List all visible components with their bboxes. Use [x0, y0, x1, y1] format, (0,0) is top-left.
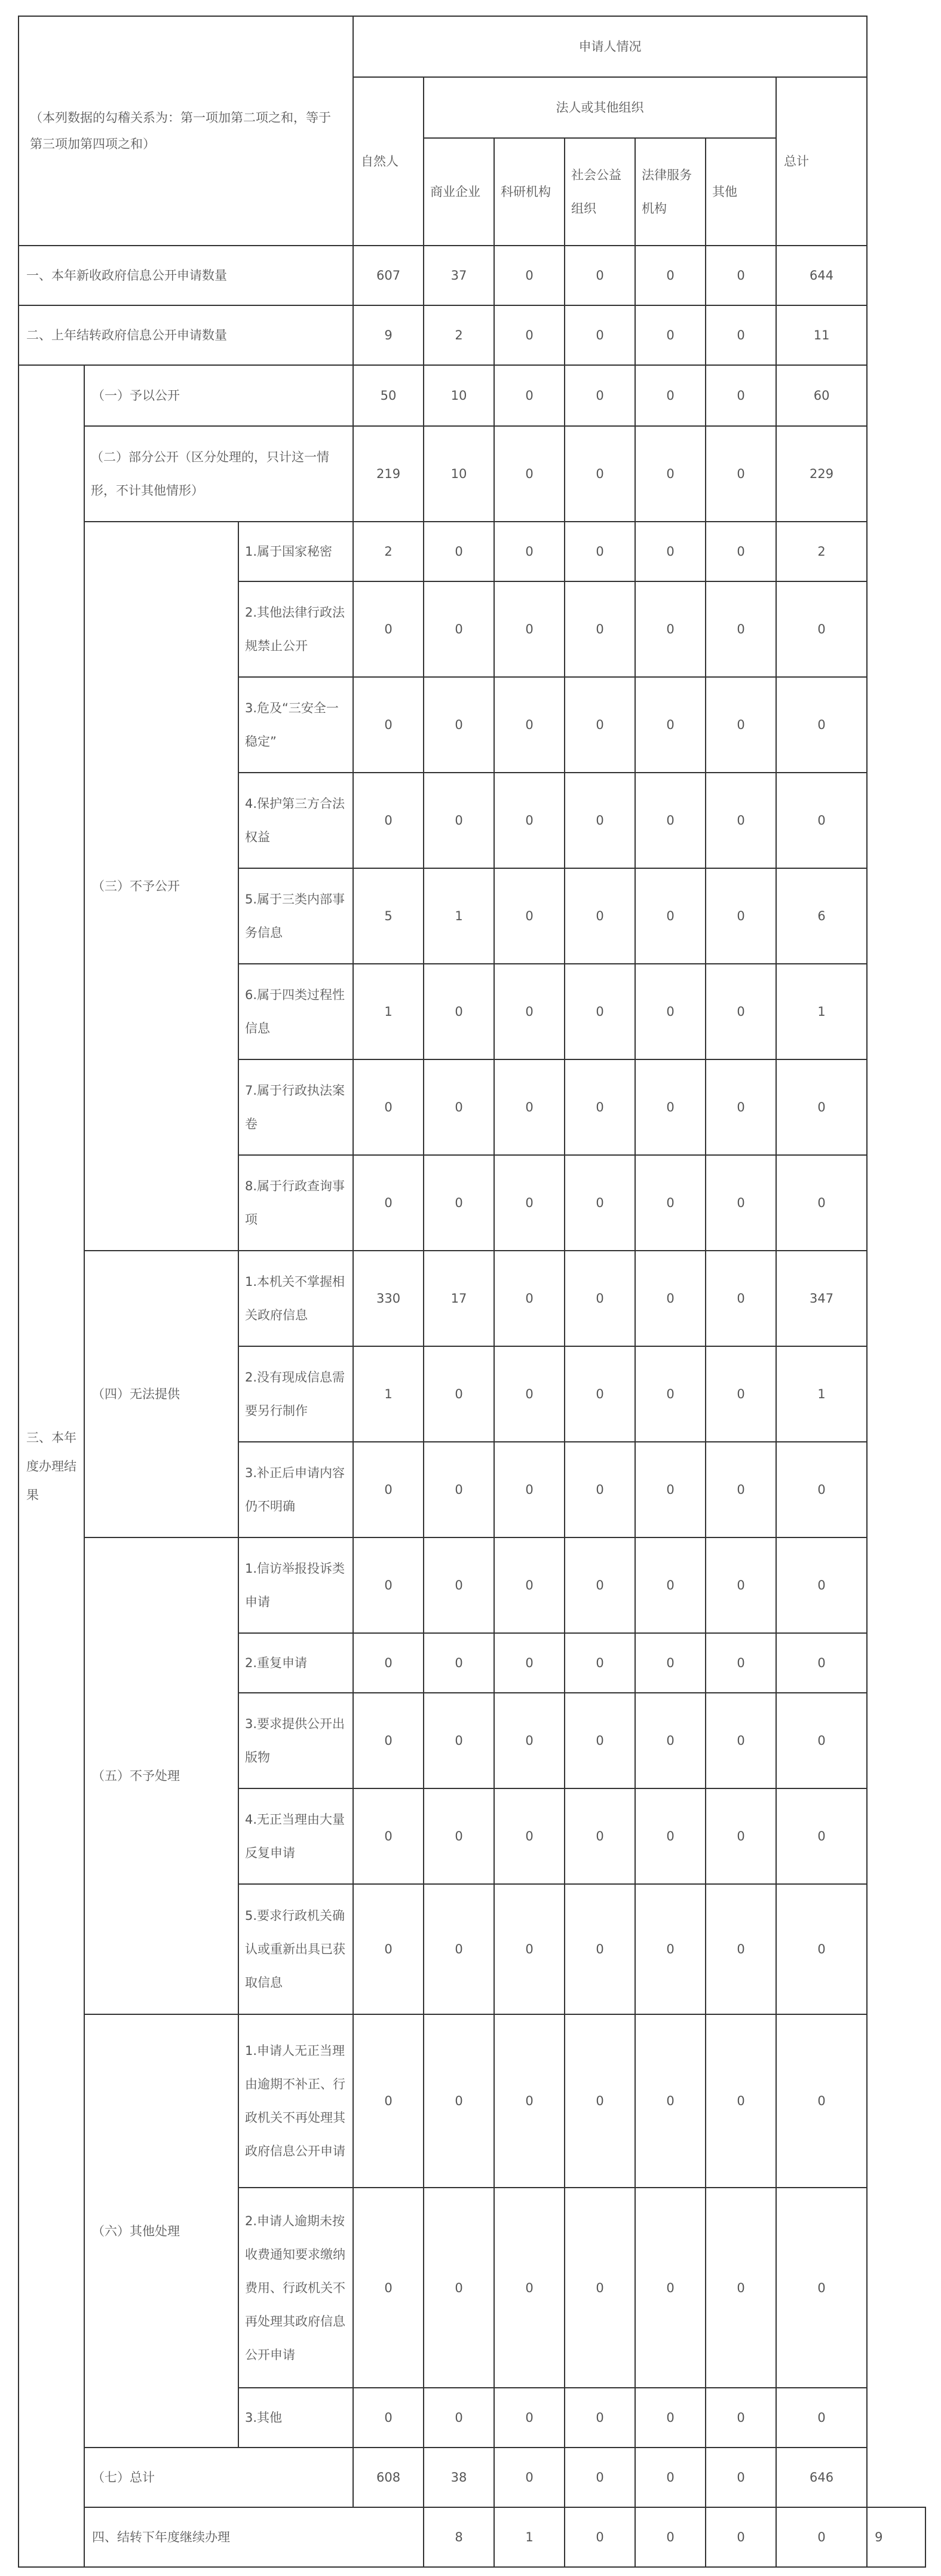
- value-cell: 0: [353, 1155, 424, 1251]
- value-cell: 0: [494, 2448, 565, 2507]
- row-label: （七）总计: [84, 2448, 353, 2507]
- value-cell: 0: [706, 1884, 776, 2014]
- item-label: 2.申请人逾期未按收费通知要求缴纳费用、行政机关不再处理其政府信息公开申请: [238, 2188, 353, 2388]
- header-note: （本列数据的勾稽关系为：第一项加第二项之和，等于第三项加第四项之和）: [19, 16, 353, 246]
- value-cell: 0: [565, 677, 635, 773]
- item-label: 4.无正当理由大量反复申请: [238, 1788, 353, 1884]
- value-cell: 9: [353, 305, 424, 365]
- value-cell: 0: [706, 677, 776, 773]
- value-cell: 0: [635, 1442, 706, 1537]
- value-cell: 0: [565, 1442, 635, 1537]
- value-cell: 0: [424, 773, 494, 868]
- value-cell: 0: [776, 1884, 867, 2014]
- value-cell: 8: [424, 2507, 494, 2567]
- value-cell: 0: [635, 964, 706, 1059]
- group-label-unable: （四）无法提供: [84, 1251, 238, 1537]
- value-cell: 0: [353, 1633, 424, 1693]
- group-label-other-processing: （六）其他处理: [84, 2014, 238, 2448]
- section-3-label: 三、本年度办理结果: [19, 365, 84, 2567]
- value-cell: 0: [494, 1537, 565, 1633]
- value-cell: 0: [565, 426, 635, 522]
- value-cell: 330: [353, 1251, 424, 1346]
- value-cell: 0: [706, 1442, 776, 1537]
- value-cell: 0: [424, 1346, 494, 1442]
- value-cell: 0: [706, 1346, 776, 1442]
- item-label: 1.信访举报投诉类申请: [238, 1537, 353, 1633]
- value-cell: 50: [353, 365, 424, 426]
- value-cell: 2: [353, 522, 424, 581]
- value-cell: 0: [494, 964, 565, 1059]
- value-cell: 0: [353, 1884, 424, 2014]
- value-cell: 0: [565, 365, 635, 426]
- value-cell: 0: [353, 1537, 424, 1633]
- value-cell: 0: [635, 1155, 706, 1251]
- value-cell: 0: [635, 305, 706, 365]
- value-cell: 0: [706, 2188, 776, 2388]
- value-cell: 10: [424, 426, 494, 522]
- value-cell: 0: [565, 2014, 635, 2188]
- value-cell: 0: [565, 868, 635, 964]
- value-cell: 0: [353, 2014, 424, 2188]
- item-label: 1.本机关不掌握相关政府信息: [238, 1251, 353, 1346]
- value-cell: 0: [565, 1633, 635, 1693]
- header-row-1: [19, 16, 925, 77]
- value-cell: 0: [424, 1442, 494, 1537]
- value-cell: 0: [494, 426, 565, 522]
- item-label: 3.其他: [238, 2388, 353, 2448]
- value-cell: 646: [776, 2448, 867, 2507]
- value-cell: 0: [494, 1155, 565, 1251]
- value-cell: 0: [706, 246, 776, 305]
- table-row: [19, 2014, 925, 2188]
- table-row: [19, 426, 925, 522]
- item-label: 1.申请人无正当理由逾期不补正、行政机关不再处理其政府信息公开申请: [238, 2014, 353, 2188]
- value-cell: 0: [776, 1693, 867, 1788]
- value-cell: 0: [424, 1059, 494, 1155]
- value-cell: 0: [353, 2388, 424, 2448]
- value-cell: 0: [706, 2448, 776, 2507]
- item-label: 4.保护第三方合法权益: [238, 773, 353, 868]
- table-row: [19, 1251, 925, 1346]
- value-cell: 0: [565, 1346, 635, 1442]
- value-cell: 0: [424, 677, 494, 773]
- value-cell: 0: [776, 2014, 867, 2188]
- value-cell: 38: [424, 2448, 494, 2507]
- value-cell: 0: [706, 522, 776, 581]
- value-cell: 0: [776, 677, 867, 773]
- value-cell: 0: [635, 1884, 706, 2014]
- group-label-not-processed: （五）不予处理: [84, 1537, 238, 2014]
- item-label: 5.属于三类内部事务信息: [238, 868, 353, 964]
- value-cell: 347: [776, 1251, 867, 1346]
- value-cell: 0: [706, 1155, 776, 1251]
- value-cell: 0: [776, 2507, 867, 2567]
- value-cell: 0: [424, 2388, 494, 2448]
- value-cell: 0: [706, 365, 776, 426]
- row-label: 二、上年结转政府信息公开申请数量: [19, 305, 353, 365]
- value-cell: 1: [424, 868, 494, 964]
- value-cell: 0: [635, 426, 706, 522]
- value-cell: 0: [565, 1884, 635, 2014]
- value-cell: 0: [706, 1788, 776, 1884]
- value-cell: 0: [353, 1442, 424, 1537]
- value-cell: 0: [494, 2388, 565, 2448]
- value-cell: 0: [635, 2388, 706, 2448]
- value-cell: 0: [635, 1059, 706, 1155]
- value-cell: 0: [635, 2188, 706, 2388]
- value-cell: 0: [494, 2014, 565, 2188]
- item-label: 6.属于四类过程性信息: [238, 964, 353, 1059]
- value-cell: 0: [494, 1251, 565, 1346]
- value-cell: 2: [776, 522, 867, 581]
- header-other: 其他: [706, 138, 776, 246]
- value-cell: 1: [776, 1346, 867, 1442]
- table-row: [19, 1537, 925, 1633]
- value-cell: 0: [424, 1537, 494, 1633]
- value-cell: 0: [776, 2188, 867, 2388]
- table-row: [19, 365, 925, 426]
- value-cell: 0: [494, 2188, 565, 2388]
- value-cell: 0: [494, 1884, 565, 2014]
- value-cell: 0: [565, 1788, 635, 1884]
- value-cell: 0: [776, 581, 867, 677]
- value-cell: 6: [776, 868, 867, 964]
- table-row: [19, 246, 925, 305]
- value-cell: 0: [353, 1693, 424, 1788]
- value-cell: 0: [635, 522, 706, 581]
- value-cell: 60: [776, 365, 867, 426]
- group-label-not-disclosed: （三）不予公开: [84, 522, 238, 1251]
- value-cell: 0: [424, 1884, 494, 2014]
- value-cell: 0: [353, 677, 424, 773]
- value-cell: 0: [494, 305, 565, 365]
- value-cell: 0: [353, 773, 424, 868]
- value-cell: 644: [776, 246, 867, 305]
- value-cell: 0: [706, 2388, 776, 2448]
- value-cell: 0: [635, 677, 706, 773]
- value-cell: 0: [635, 2507, 706, 2567]
- value-cell: 1: [353, 1346, 424, 1442]
- gov-info-disclosure-table: [18, 16, 926, 2568]
- value-cell: 0: [565, 1155, 635, 1251]
- table-row: [19, 305, 925, 365]
- value-cell: 608: [353, 2448, 424, 2507]
- value-cell: 0: [424, 1633, 494, 1693]
- item-label: 2.没有现成信息需要另行制作: [238, 1346, 353, 1442]
- value-cell: 0: [424, 1788, 494, 1884]
- value-cell: 0: [706, 964, 776, 1059]
- value-cell: 0: [706, 1059, 776, 1155]
- value-cell: 0: [565, 581, 635, 677]
- value-cell: 0: [494, 1693, 565, 1788]
- value-cell: 37: [424, 246, 494, 305]
- value-cell: 0: [706, 1251, 776, 1346]
- value-cell: 0: [635, 868, 706, 964]
- value-cell: 0: [424, 581, 494, 677]
- value-cell: 0: [776, 1633, 867, 1693]
- value-cell: 1: [776, 964, 867, 1059]
- value-cell: 229: [776, 426, 867, 522]
- value-cell: 10: [424, 365, 494, 426]
- value-cell: 0: [494, 1059, 565, 1155]
- table-row: [19, 522, 925, 581]
- value-cell: 0: [776, 1537, 867, 1633]
- value-cell: 0: [635, 1633, 706, 1693]
- value-cell: 0: [706, 1693, 776, 1788]
- value-cell: 0: [635, 365, 706, 426]
- value-cell: 0: [776, 1059, 867, 1155]
- header-social-welfare: 社会公益组织: [565, 138, 635, 246]
- value-cell: 219: [353, 426, 424, 522]
- value-cell: 0: [565, 1537, 635, 1633]
- value-cell: 0: [776, 773, 867, 868]
- row-label: 一、本年新收政府信息公开申请数量: [19, 246, 353, 305]
- value-cell: 0: [424, 1155, 494, 1251]
- value-cell: 0: [494, 773, 565, 868]
- value-cell: 0: [706, 426, 776, 522]
- item-label: 8.属于行政查询事项: [238, 1155, 353, 1251]
- table-wrapper: [18, 16, 926, 2568]
- value-cell: 0: [424, 2014, 494, 2188]
- table-row: [19, 2448, 925, 2507]
- value-cell: 0: [353, 581, 424, 677]
- value-cell: 0: [635, 1346, 706, 1442]
- value-cell: 0: [635, 1788, 706, 1884]
- value-cell: 0: [494, 1346, 565, 1442]
- value-cell: 1: [494, 2507, 565, 2567]
- value-cell: 0: [565, 1059, 635, 1155]
- value-cell: 0: [635, 246, 706, 305]
- row-label: （二）部分公开（区分处理的，只计这一情形，不计其他情形）: [84, 426, 353, 522]
- value-cell: 0: [494, 365, 565, 426]
- value-cell: 11: [776, 305, 867, 365]
- item-label: 3.危及“三安全一稳定”: [238, 677, 353, 773]
- value-cell: 0: [776, 2388, 867, 2448]
- value-cell: 0: [776, 1442, 867, 1537]
- value-cell: 0: [565, 2188, 635, 2388]
- value-cell: 17: [424, 1251, 494, 1346]
- value-cell: 0: [706, 1537, 776, 1633]
- row-label: （一）予以公开: [84, 365, 353, 426]
- item-label: 2.重复申请: [238, 1633, 353, 1693]
- value-cell: 0: [494, 246, 565, 305]
- value-cell: 0: [353, 2188, 424, 2388]
- value-cell: 0: [706, 868, 776, 964]
- header-commercial: 商业企业: [424, 138, 494, 246]
- value-cell: 0: [706, 1633, 776, 1693]
- value-cell: 0: [424, 522, 494, 581]
- value-cell: 0: [565, 522, 635, 581]
- value-cell: 0: [565, 305, 635, 365]
- value-cell: 0: [635, 773, 706, 868]
- value-cell: 0: [565, 246, 635, 305]
- table-row: [19, 2507, 925, 2567]
- item-label: 5.要求行政机关确认或重新出具已获取信息: [238, 1884, 353, 2014]
- value-cell: 0: [776, 1155, 867, 1251]
- value-cell: 0: [424, 2188, 494, 2388]
- value-cell: 0: [494, 868, 565, 964]
- value-cell: 0: [494, 1442, 565, 1537]
- value-cell: 0: [706, 773, 776, 868]
- value-cell: 0: [353, 1788, 424, 1884]
- value-cell: 0: [706, 305, 776, 365]
- value-cell: 0: [635, 581, 706, 677]
- value-cell: 0: [635, 2448, 706, 2507]
- value-cell: 0: [706, 2014, 776, 2188]
- value-cell: 0: [706, 2507, 776, 2567]
- value-cell: 1: [353, 964, 424, 1059]
- value-cell: 9: [867, 2507, 925, 2567]
- header-research: 科研机构: [494, 138, 565, 246]
- header-legal-entity-group: 法人或其他组织: [424, 77, 776, 138]
- item-label: 1.属于国家秘密: [238, 522, 353, 581]
- item-label: 2.其他法律行政法规禁止公开: [238, 581, 353, 677]
- header-legal-service: 法律服务机构: [635, 138, 706, 246]
- value-cell: 0: [565, 1251, 635, 1346]
- value-cell: 0: [565, 773, 635, 868]
- value-cell: 0: [776, 1788, 867, 1884]
- item-label: 3.补正后申请内容仍不明确: [238, 1442, 353, 1537]
- value-cell: 0: [565, 1693, 635, 1788]
- value-cell: 0: [494, 1633, 565, 1693]
- value-cell: 0: [424, 964, 494, 1059]
- header-total: 总计: [776, 77, 867, 246]
- value-cell: 0: [494, 581, 565, 677]
- value-cell: 0: [424, 1693, 494, 1788]
- value-cell: 0: [565, 964, 635, 1059]
- value-cell: 0: [706, 581, 776, 677]
- value-cell: 0: [635, 2014, 706, 2188]
- value-cell: 0: [635, 1537, 706, 1633]
- value-cell: 0: [565, 2448, 635, 2507]
- value-cell: 0: [565, 2507, 635, 2567]
- value-cell: 0: [565, 2388, 635, 2448]
- value-cell: 0: [635, 1693, 706, 1788]
- value-cell: 2: [424, 305, 494, 365]
- header-applicant-info: 申请人情况: [353, 16, 867, 77]
- value-cell: 0: [494, 677, 565, 773]
- header-natural-person: 自然人: [353, 77, 424, 246]
- value-cell: 0: [494, 1788, 565, 1884]
- value-cell: 607: [353, 246, 424, 305]
- value-cell: 0: [353, 1059, 424, 1155]
- row-label: 四、结转下年度继续办理: [84, 2507, 424, 2567]
- item-label: 3.要求提供公开出版物: [238, 1693, 353, 1788]
- value-cell: 0: [635, 1251, 706, 1346]
- item-label: 7.属于行政执法案卷: [238, 1059, 353, 1155]
- value-cell: 5: [353, 868, 424, 964]
- value-cell: 0: [494, 522, 565, 581]
